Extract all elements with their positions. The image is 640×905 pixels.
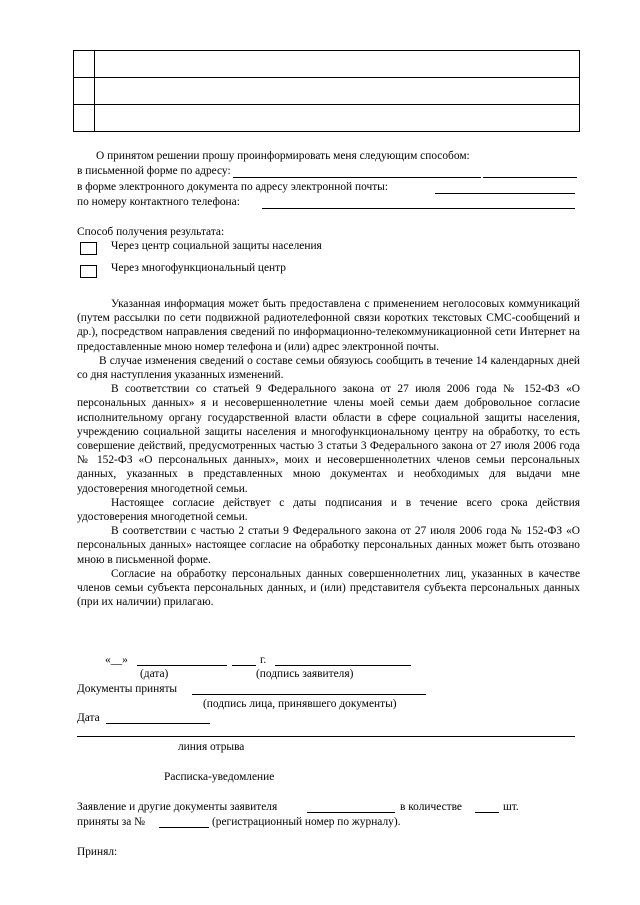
accept-date-field[interactable] (106, 723, 210, 724)
docs-accepted-label: Документы приняты (77, 683, 178, 695)
notify-by-email-label: в форме электронного документа по адресу электронной почты: (77, 181, 388, 193)
registration-number-field[interactable] (159, 827, 209, 828)
checkbox-mfc[interactable] (80, 265, 97, 278)
applicant-caption: (подпись заявителя) (256, 668, 354, 680)
accepter-signature-field[interactable] (192, 694, 426, 695)
checkbox-social-center[interactable] (80, 242, 97, 255)
body-text (77, 297, 580, 609)
paragraph: Согласие на обработку персональных данных совершеннолетних лиц, указанных в качестве членов семьи субъекта персональных данных, и (или) представителя субъекта персональных данных (при их наличии) прилагаю. (77, 567, 580, 609)
notify-by-email-field[interactable] (435, 193, 575, 194)
table-row (74, 78, 580, 105)
applicant-signature-field[interactable] (275, 665, 411, 666)
paragraph: В соответствии со статьей 9 Федерального закона от 27 июля 2006 года № 152-ФЗ «О персональных данных» я и несовершеннолетние члены моей семьи даем добровольное согласие исполнительному органу государственной власти области в сфере социальной защиты населения, учреждению социальной защиты населения и многофункциональному центру на обработку, то есть совершение действий, предусмотренных частью 3 статьи 3 Федерального закона от 27 июля 2006 года № 152-ФЗ «О персональных данных», моих и несовершеннолетних членов семьи персональных данных, указанных в представленных мною документах и необходимых для выдачи мне удостоверения многодетной семьи. (77, 383, 580, 495)
date-label: Дата (77, 712, 100, 724)
docs-count-field[interactable] (475, 812, 499, 813)
date-caption: (дата) (140, 668, 169, 680)
receipt-line1-suffix: шт. (503, 801, 519, 813)
receipt-line1-prefix: Заявление и другие документы заявителя (77, 801, 278, 813)
table-row (74, 105, 580, 132)
notify-by-post-field-2[interactable] (483, 177, 577, 178)
receipt-line2-suffix: (регистрационный номер по журналу). (212, 816, 401, 828)
result-heading: Способ получения результата: (77, 226, 225, 238)
paragraph: Настоящее согласие действует с даты подписания и в течение всего срока действия удостоверения многодетной семьи. (77, 496, 580, 524)
option-mfc: Через многофункциональный центр (111, 262, 286, 274)
paragraph: В случае изменения сведений о составе семьи обязуюсь сообщить в течение 14 календарных дней со дня наступления указанных изменений. (77, 354, 580, 382)
tear-line-label: линия отрыва (178, 741, 245, 753)
tear-line (77, 736, 575, 737)
top-table (73, 50, 580, 132)
notify-by-post-label: в письменной форме по адресу: (77, 165, 231, 177)
year-suffix: г. (260, 654, 267, 666)
date-quote: «__» (105, 654, 128, 666)
accepter-caption: (подпись лица, принявшего документы) (203, 698, 397, 710)
date-year-field[interactable] (232, 665, 256, 666)
notify-by-phone-field[interactable] (262, 208, 575, 209)
option-social-center: Через центр социальной защиты населения (111, 240, 322, 252)
receipt-title: Расписка-уведомление (164, 771, 275, 783)
docs-received-field[interactable] (307, 812, 395, 813)
receipt-line1-mid: в количестве (400, 801, 462, 813)
notify-intro: О принятом решении прошу проинформировать меня следующим способом: (96, 150, 470, 162)
receipt-accepted-label: Принял: (77, 846, 118, 858)
paragraph: В соответствии с частью 2 статьи 9 Федерального закона от 27 июля 2006 года № 152-ФЗ «О персональных данных» настоящее согласие на обработку персональных данных может быть отозвано мною в письменной форме. (77, 525, 580, 566)
table-row (74, 51, 580, 78)
receipt-line2-prefix: приняты за № (77, 816, 145, 828)
paragraph: Указанная информация может быть предоставлена с применением неголосовых коммуникаций (путем рассылки по сети подвижной радиотелефонной связи коротких текстовых СМС-сообщений и др.), посредством направления сведений по информационно-телекоммуникационной сети Интернет на предоставленные мною номер телефона и (или) адрес электронной почты. (77, 298, 580, 353)
date-month-field[interactable] (137, 665, 227, 666)
notify-by-phone-label: по номеру контактного телефона: (77, 196, 240, 208)
notify-by-post-field[interactable] (233, 177, 481, 178)
